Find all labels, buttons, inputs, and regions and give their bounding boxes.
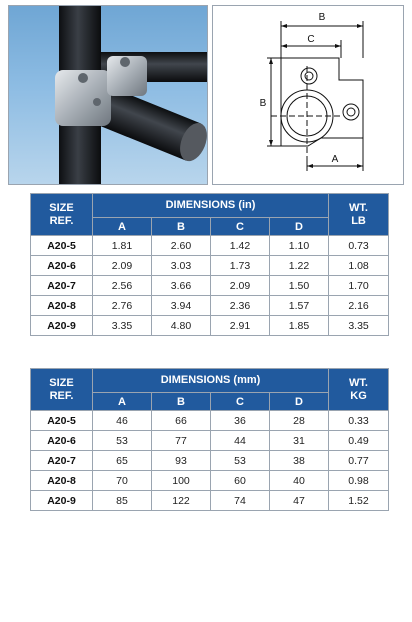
dim-d-cell: 38	[270, 451, 329, 471]
dimension-drawing	[212, 5, 404, 185]
col-header-d: D	[270, 393, 329, 411]
dimensions-table-inches	[30, 193, 389, 336]
size-ref-cell: A20-8	[31, 296, 93, 316]
weight-header: WT. KG	[329, 369, 389, 411]
dim-d-cell: 47	[270, 491, 329, 511]
dim-c-cell: 2.91	[211, 316, 270, 336]
dim-d-cell: 1.85	[270, 316, 329, 336]
dim-b-cell: 2.60	[152, 236, 211, 256]
dim-c-cell: 60	[211, 471, 270, 491]
table-row	[31, 316, 389, 336]
dim-d-cell: 1.57	[270, 296, 329, 316]
dimensions-table-mm	[30, 368, 389, 511]
size-ref-header: SIZE REF.	[31, 194, 93, 236]
dimensions-group-header: DIMENSIONS (mm)	[93, 369, 329, 393]
dim-c-cell: 1.42	[211, 236, 270, 256]
dim-a-cell: 3.35	[93, 316, 152, 336]
dim-d-cell: 1.10	[270, 236, 329, 256]
size-ref-cell: A20-5	[31, 411, 93, 431]
weight-cell: 0.77	[329, 451, 389, 471]
size-ref-cell: A20-8	[31, 471, 93, 491]
dim-label-a: A	[331, 154, 339, 165]
dim-c-cell: 53	[211, 451, 270, 471]
dim-c-cell: 36	[211, 411, 270, 431]
dim-c-cell: 2.09	[211, 276, 270, 296]
weight-cell: 0.73	[329, 236, 389, 256]
table-row	[31, 276, 389, 296]
col-header-d: D	[270, 218, 329, 236]
col-header-a: A	[93, 218, 152, 236]
dim-label-c: C	[307, 34, 315, 45]
size-ref-cell: A20-6	[31, 256, 93, 276]
dim-b-cell: 93	[152, 451, 211, 471]
dim-d-cell: 28	[270, 411, 329, 431]
dim-d-cell: 1.22	[270, 256, 329, 276]
dim-label-b-top: B	[318, 12, 326, 23]
dim-c-cell: 2.36	[211, 296, 270, 316]
size-ref-header: SIZE REF.	[31, 369, 93, 411]
size-ref-cell: A20-9	[31, 316, 93, 336]
weight-cell: 1.08	[329, 256, 389, 276]
dim-a-cell: 65	[93, 451, 152, 471]
dimensions-group-header: DIMENSIONS (in)	[93, 194, 329, 218]
col-header-c: C	[211, 393, 270, 411]
table-row	[31, 296, 389, 316]
size-ref-cell: A20-7	[31, 276, 93, 296]
dim-b-cell: 100	[152, 471, 211, 491]
dim-a-cell: 85	[93, 491, 152, 511]
dim-a-cell: 46	[93, 411, 152, 431]
dim-c-cell: 1.73	[211, 256, 270, 276]
dim-label-b-side: B	[259, 98, 267, 109]
size-ref-cell: A20-7	[31, 451, 93, 471]
table-row	[31, 411, 389, 431]
table-row	[31, 451, 389, 471]
dim-d-cell: 31	[270, 431, 329, 451]
col-header-a: A	[93, 393, 152, 411]
weight-cell: 3.35	[329, 316, 389, 336]
dim-a-cell: 2.09	[93, 256, 152, 276]
dim-c-cell: 44	[211, 431, 270, 451]
weight-cell: 0.49	[329, 431, 389, 451]
col-header-c: C	[211, 218, 270, 236]
weight-cell: 0.98	[329, 471, 389, 491]
weight-cell: 1.52	[329, 491, 389, 511]
dim-b-cell: 3.03	[152, 256, 211, 276]
dim-b-cell: 3.94	[152, 296, 211, 316]
weight-cell: 0.33	[329, 411, 389, 431]
size-ref-cell: A20-6	[31, 431, 93, 451]
dim-a-cell: 2.56	[93, 276, 152, 296]
dim-b-cell: 4.80	[152, 316, 211, 336]
table-row	[31, 256, 389, 276]
dim-a-cell: 2.76	[93, 296, 152, 316]
dim-b-cell: 77	[152, 431, 211, 451]
table-row	[31, 431, 389, 451]
dim-a-cell: 70	[93, 471, 152, 491]
product-photo	[8, 5, 208, 185]
table-row	[31, 491, 389, 511]
size-ref-cell: A20-5	[31, 236, 93, 256]
size-ref-cell: A20-9	[31, 491, 93, 511]
weight-header: WT. LB	[329, 194, 389, 236]
dim-b-cell: 122	[152, 491, 211, 511]
dim-b-cell: 66	[152, 411, 211, 431]
col-header-b: B	[152, 393, 211, 411]
col-header-b: B	[152, 218, 211, 236]
weight-cell: 1.70	[329, 276, 389, 296]
weight-cell: 2.16	[329, 296, 389, 316]
dim-b-cell: 3.66	[152, 276, 211, 296]
dim-c-cell: 74	[211, 491, 270, 511]
dim-a-cell: 1.81	[93, 236, 152, 256]
dim-d-cell: 1.50	[270, 276, 329, 296]
table-row	[31, 471, 389, 491]
table-row	[31, 236, 389, 256]
dim-a-cell: 53	[93, 431, 152, 451]
dim-d-cell: 40	[270, 471, 329, 491]
